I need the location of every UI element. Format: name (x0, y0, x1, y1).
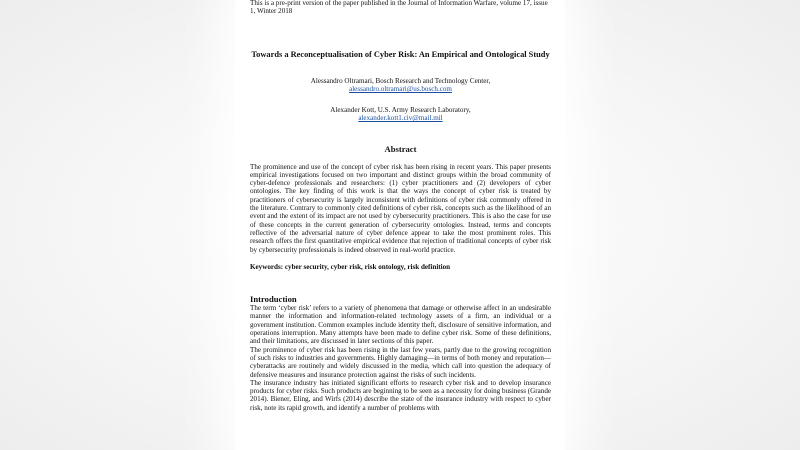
keywords: Keywords: cyber security, cyber risk, risk ontology, risk definition (250, 262, 451, 271)
abstract-heading: Abstract (384, 144, 417, 155)
author-affiliation: Alexander Kott, U.S. Army Research Laboratory, (330, 105, 471, 114)
paper-title: Towards a Reconceptualisation of Cyber Risk: An Empirical and Ontological Study (251, 49, 550, 59)
page-content (250, 0, 551, 412)
author-block-2 (250, 106, 551, 123)
author-email-link[interactable]: alessandro.oltramari@us.bosch.com (349, 85, 452, 94)
author-affiliation: Alessandro Oltramari, Bosch Research and Technology Center, (310, 77, 491, 86)
author-email-link[interactable]: alexander.kott1.civ@mail.mil (358, 113, 443, 122)
preprint-note: This is a pre-print version of the paper published in the Journal of Information Warfare, volume 17, issue 1, Winter 2018 (250, 0, 548, 16)
abstract-text: The prominence and use of the concept of cyber risk has been rising in recent years. This paper presents empirical investigations focused on two important and distinct groups within the broad community of cyber-defence professionals and researchers: (1) cyber practitioners and (2) developers of cyber ontologies. The key finding of this work is that the ways the concept of cyber risk is treated by practitioners of cybersecurity is largely inconsistent with definitions of cyber risk commonly offered in the literature. Contrary to commonly cited definitions of cyber risk, concepts such as the likelihood of an event and the extent of its impact are not used by cybersecurity practitioners. This is also the case for use of these concepts in the current generation of cybersecurity ontologies. Instead, terms and concepts reflective of the adversarial nature of cyber defence appear to take the most prominent roles. This research offers the first quantitative empirical evidence that rejection of traditional concepts of cyber risk by cybersecurity professionals is indeed observed in real-world practice. (250, 162, 551, 254)
intro-paragraph: The prominence of cyber risk has been rising in the last few years, partly due to the growing recognition of such risks to industries and governments. Highly damaging—in terms of both money and reputation—cyberattacks are routinely and widely discussed in the media, which call into question the adequacy of defensive measures and insurance protection against the risks of such incidents. (250, 345, 551, 379)
author-block-1 (250, 77, 551, 94)
section-heading: Introduction (250, 294, 297, 305)
intro-paragraph: The term ‘cyber risk’ refers to a variety of phenomena that damage or otherwise affect in an undesirable manner the information and information-related technology assets of a firm, an individual or a government institution. Common examples include identity theft, disclosure of sensitive information, and operations interruption. Many attempts have been made to define cyber risk. Some of these definitions, and their limitations, are discussed in later sections of this paper. (250, 304, 551, 346)
intro-paragraph: The insurance industry has initiated significant efforts to research cyber risk and to develop insurance products for cyber risks. Such products are beginning to be seen as a necessity for doing business (Grande 2014). Biener, Eling, and Wirfs (2014) describe the state of the insurance industry with respect to cyber risk, note its rapid growth, and identify a number of problems with (250, 378, 552, 412)
